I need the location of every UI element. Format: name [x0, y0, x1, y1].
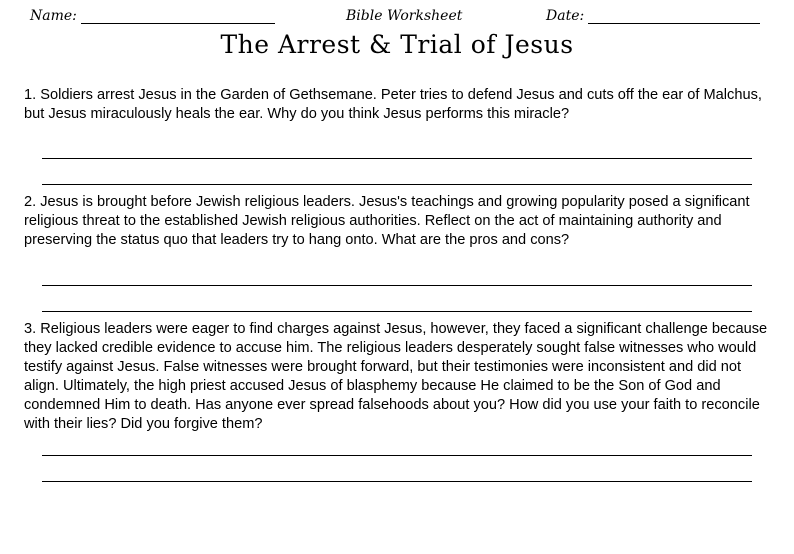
name-blank-line[interactable] [81, 8, 275, 24]
worksheet-label: Bible Worksheet [346, 8, 463, 24]
date-blank-line[interactable] [588, 8, 760, 24]
answer-line[interactable] [42, 184, 752, 185]
answer-line[interactable] [42, 481, 752, 482]
page-title: The Arrest & Trial of Jesus [220, 30, 574, 59]
answer-line[interactable] [42, 311, 752, 312]
answer-line[interactable] [42, 455, 752, 456]
name-label: Name: [30, 8, 77, 24]
worksheet-header [30, 8, 764, 28]
date-field [546, 8, 760, 24]
question-2: 2. Jesus is brought before Jewish religious leaders. Jesus's teachings and growing popularity posed a significant religious threat to the established Jewish religious authorities. Reflect on the act of maintaining authority and preserving the status quo that leaders try to hang onto. What are the pros and cons? [24, 194, 750, 248]
date-label: Date: [546, 8, 585, 24]
question-3: 3. Religious leaders were eager to find charges against Jesus, however, they faced a significant challenge because they lacked credible evidence to accuse him. The religious leaders desperately sought false witnesses who would testify against Jesus. False witnesses were brought forward, but their testimonies were inconsistent and did not align. Ultimately, the high priest accused Jesus of blasphemy because He claimed to be the Son of God and condemned Him to death. Has anyone ever spread falsehoods about you? How did you use your faith to reconcile with their lies? Did you forgive them? [24, 321, 768, 432]
answer-line[interactable] [42, 285, 752, 286]
name-field [30, 8, 275, 24]
question-1: 1. Soldiers arrest Jesus in the Garden of Gethsemane. Peter tries to defend Jesus and cuts off the ear of Malchus, but Jesus miraculously heals the ear. Why do you think Jesus performs this miracle? [24, 87, 762, 122]
answer-line[interactable] [42, 158, 752, 159]
